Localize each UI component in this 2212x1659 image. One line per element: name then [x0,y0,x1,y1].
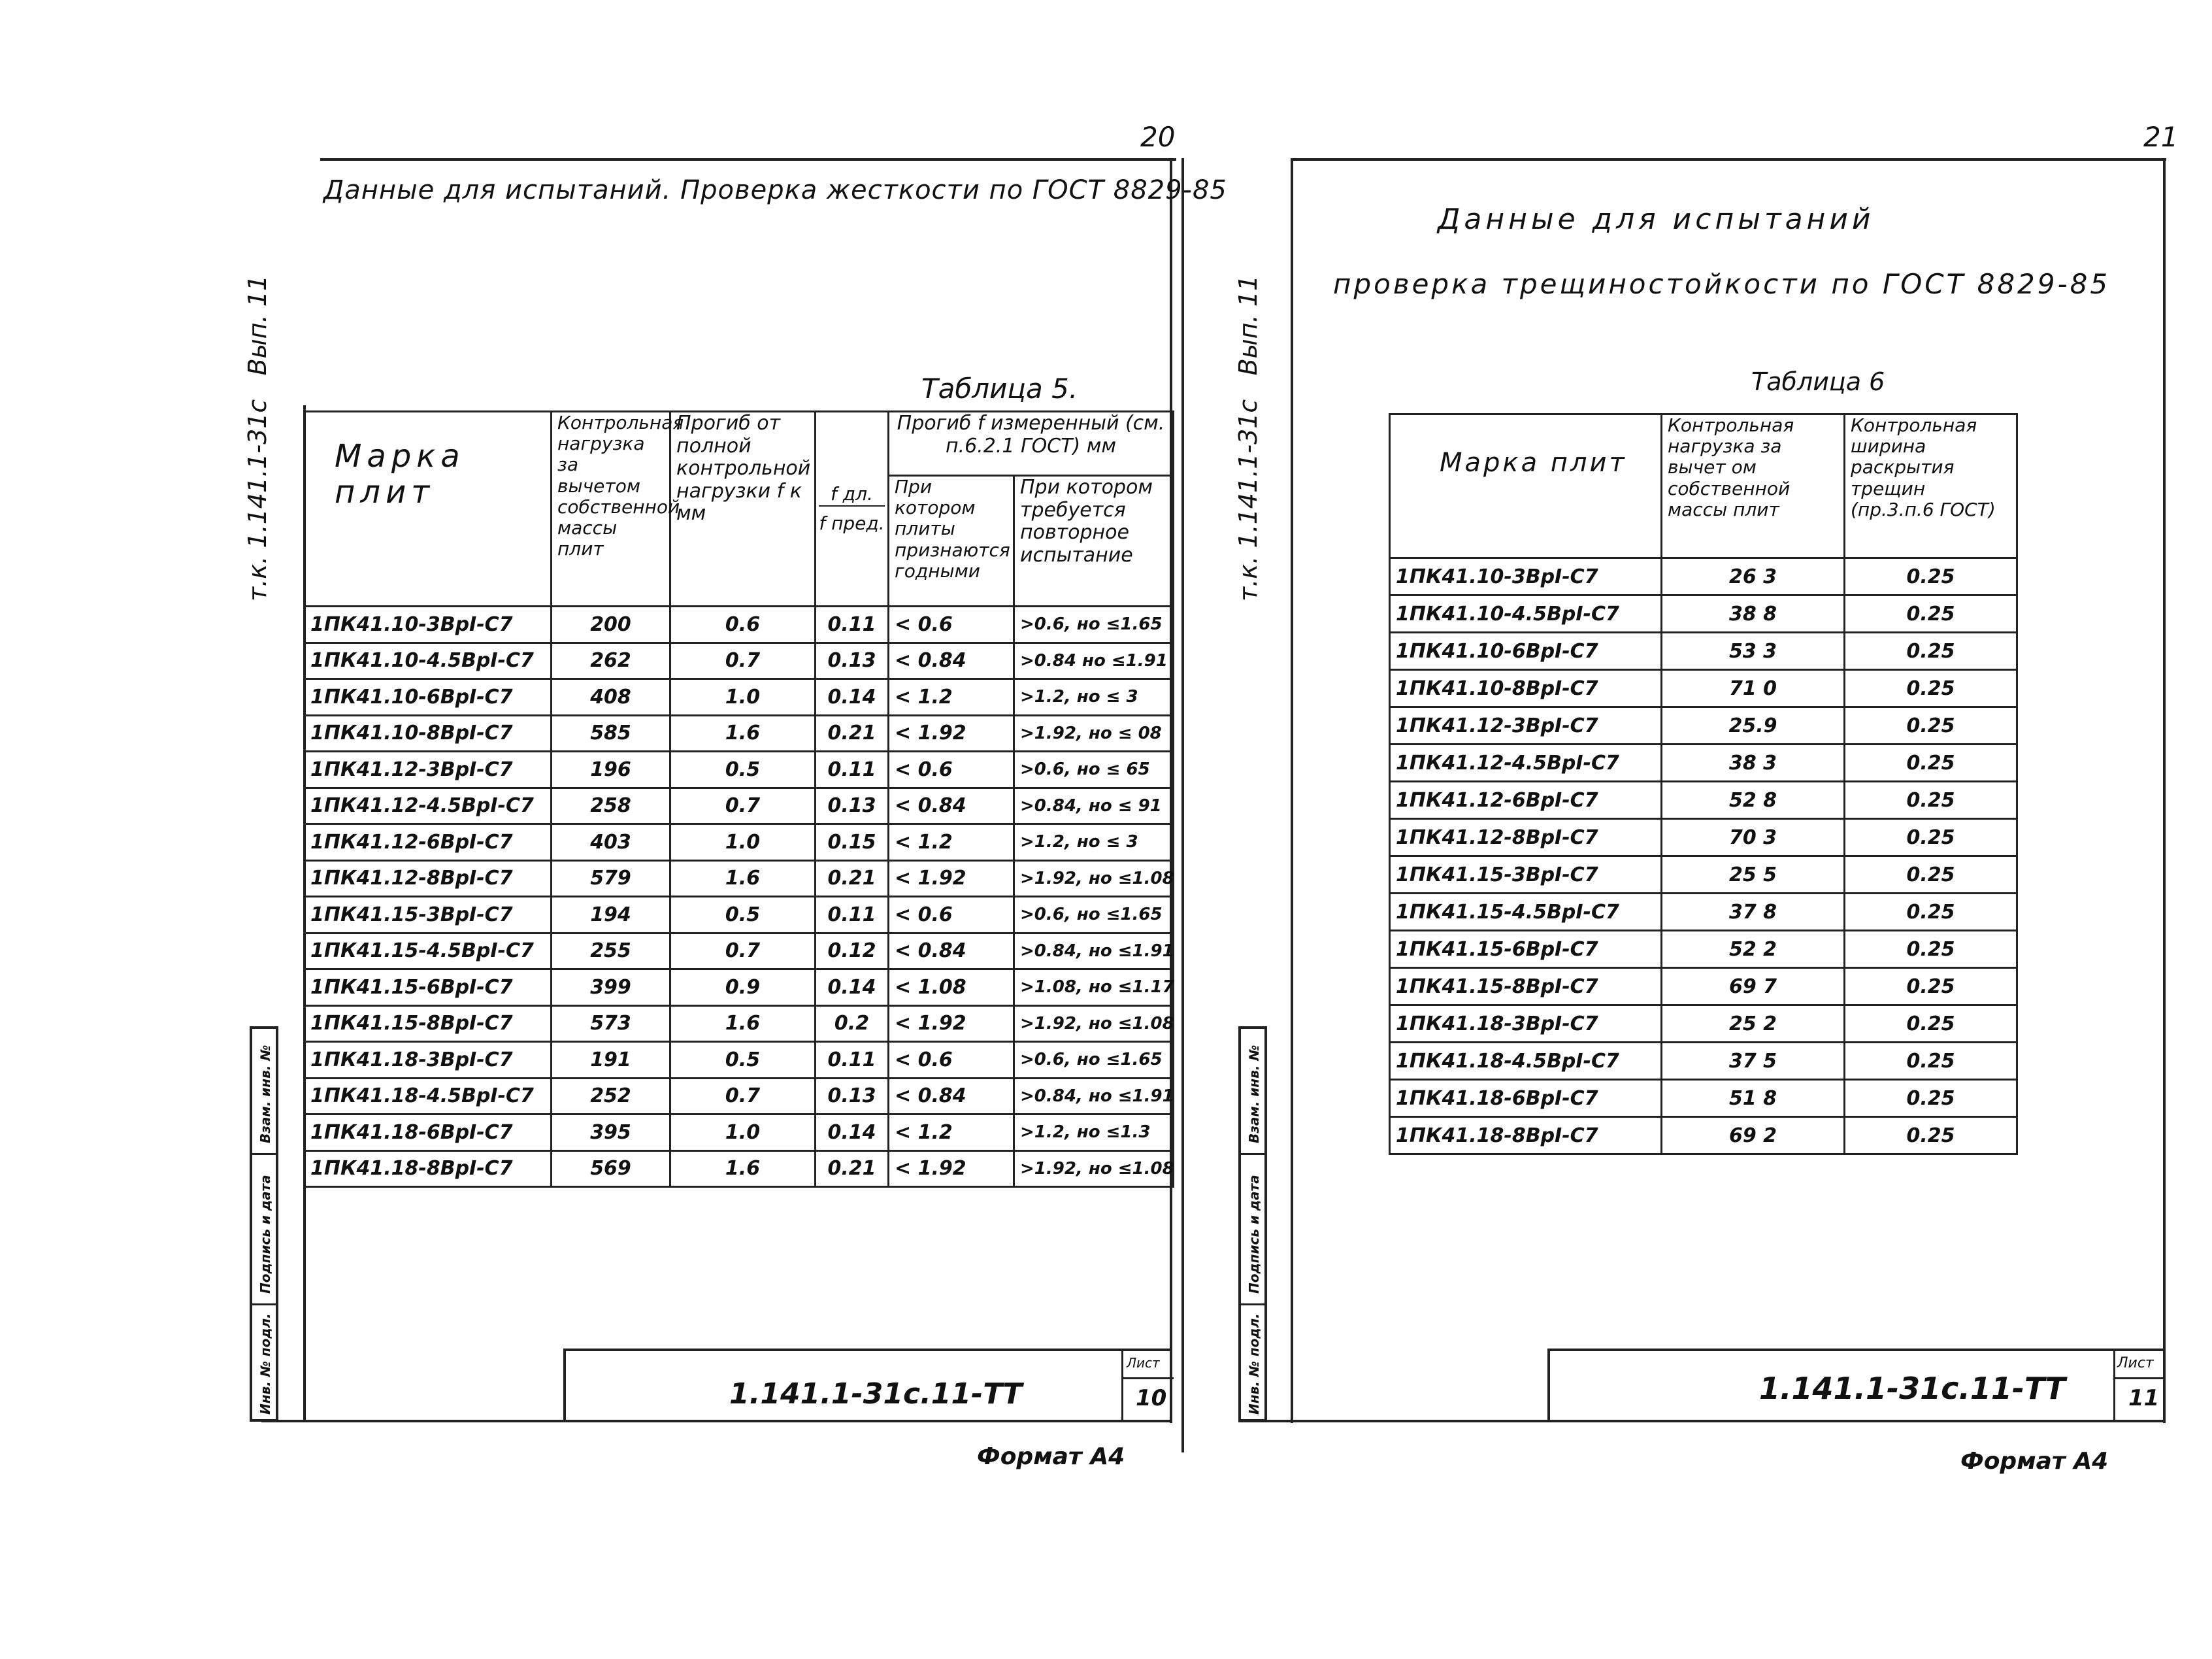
table-cell: 0.7 [670,788,816,824]
table-cell: 1.6 [670,1005,816,1042]
table-cell: 200 [552,607,670,643]
table-cell: 0.25 [1845,968,2017,1005]
table-row [305,788,1174,824]
table-cell: >1.2, но ≤1.3 [1014,1114,1174,1151]
table-cell: 38 8 [1662,595,1845,633]
table-cell: < 1.92 [889,860,1014,897]
table-cell: 1ПК41.12-8ВрI-С7 [305,860,552,897]
table-cell: 0.25 [1845,894,2017,931]
right-title-line2: проверка трещиностойкости по ГОСТ 8829-85 [1333,268,2111,300]
table-cell: < 1.08 [889,969,1014,1006]
table-cell: >1.92, но ≤1.08 [1014,1005,1174,1042]
right-header-load: Контрольная нагрузка за вычет ом собственной массы плит [1662,414,1845,558]
table-cell: 1ПК41.10-3ВрI-С7 [1390,558,1662,595]
table-cell: 52 2 [1662,931,1845,968]
table-cell: 1ПК41.10-8ВрI-С7 [1390,670,1662,707]
table-row [305,679,1174,716]
table-row [305,1150,1174,1187]
table-cell: 0.12 [816,933,889,969]
table-cell: 1ПК41.18-3ВрI-С7 [1390,1005,1662,1043]
right-title-line1: Данные для испытаний [1438,203,1875,236]
table-cell: 194 [552,897,670,933]
table-cell: 0.13 [816,643,889,679]
table-row [305,1005,1174,1042]
table-cell: 585 [552,715,670,752]
table-cell: 25.9 [1662,707,1845,745]
table-cell: >0.84 но ≤1.91 [1014,643,1174,679]
left-header-mark: Марка плит [305,412,552,607]
right-frame-right [2163,158,2166,1423]
table-cell: 1ПК41.12-6ВрI-С7 [305,824,552,861]
table-row [1390,558,2017,595]
table-cell: < 1.2 [889,1114,1014,1151]
left-header-measured-accept: При котором плиты признаются годными [889,476,1014,607]
table-cell: 0.25 [1845,745,2017,782]
table-cell: < 0.84 [889,788,1014,824]
table-cell: 1.6 [670,860,816,897]
left-title: Данные для испытаний. Проверка жесткости по ГОСТ 8829-85 [323,175,1227,205]
table-cell: 0.25 [1845,856,2017,894]
right-stamp-divider [2113,1351,2115,1420]
table-cell: 1ПК41.10-4.5ВрI-С7 [1390,595,1662,633]
table-cell: 0.14 [816,679,889,716]
table-cell: 255 [552,933,670,969]
table-cell: 0.21 [816,715,889,752]
table-cell: < 1.92 [889,1150,1014,1187]
ratio-top: f дл. [819,484,885,506]
table-row [1390,707,2017,745]
table-row [1390,595,2017,633]
table-row [1390,931,2017,968]
table-cell: 52 8 [1662,782,1845,819]
table-cell: 1ПК41.18-8ВрI-С7 [1390,1117,1662,1154]
table-cell: 1.6 [670,715,816,752]
table-cell: 579 [552,860,670,897]
table-cell: 70 3 [1662,819,1845,856]
table-cell: 1ПК41.15-6ВрI-С7 [305,969,552,1006]
table-row [305,752,1174,788]
left-margin-stamp [250,1026,278,1422]
table-cell: < 0.84 [889,643,1014,679]
table-cell: 0.11 [816,897,889,933]
table-cell: 1ПК41.18-3ВрI-С7 [305,1042,552,1079]
table-cell: < 0.6 [889,752,1014,788]
right-table [1389,413,2018,1155]
table-cell: 1ПК41.18-6ВрI-С7 [305,1114,552,1151]
right-stamp-hdivider [2113,1377,2166,1379]
left-page-number: 20 [1140,121,1176,153]
right-sheet-label: Лист [2117,1355,2154,1371]
table-cell: 1ПК41.18-6ВрI-С7 [1390,1080,1662,1117]
table-row [1390,968,2017,1005]
right-margin-label-1: Инв. № подл. [1246,1313,1262,1415]
table-cell: 0.25 [1845,1005,2017,1043]
right-title-block [1547,1349,2166,1422]
left-stamp-divider [1121,1351,1123,1420]
right-table-caption: Таблица 6 [1751,367,1885,396]
table-cell: >1.92, но ≤ 08 [1014,715,1174,752]
table-cell: 0.11 [816,607,889,643]
table-cell: 37 5 [1662,1043,1845,1080]
left-margin-label-1: Инв. № подл. [257,1313,273,1415]
table-cell: >1.2, но ≤ 3 [1014,824,1174,861]
table-cell: 0.25 [1845,782,2017,819]
table-row [1390,782,2017,819]
table-cell: 0.7 [670,933,816,969]
table-cell: 1ПК41.12-4.5ВрI-С7 [1390,745,1662,782]
right-margin-label-3: Взам. инв. № [1246,1045,1262,1143]
ratio-bottom: f пред. [819,512,885,534]
table-row [1390,1043,2017,1080]
table-cell: 1.6 [670,1150,816,1187]
table-cell: 0.25 [1845,819,2017,856]
table-cell: 1ПК41.18-4.5ВрI-С7 [305,1078,552,1114]
table-cell: 69 7 [1662,968,1845,1005]
left-format: Формат А4 [977,1443,1125,1470]
table-row [305,897,1174,933]
table-cell: 252 [552,1078,670,1114]
table-row [1390,819,2017,856]
table-row [305,860,1174,897]
table-cell: >1.2, но ≤ 3 [1014,679,1174,716]
table-cell: 25 2 [1662,1005,1845,1043]
left-sheet-label: Лист [1127,1355,1160,1371]
left-binding-line [1181,158,1184,1452]
table-cell: 1ПК41.15-6ВрI-С7 [1390,931,1662,968]
table-cell: 1ПК41.10-8ВрI-С7 [305,715,552,752]
right-frame-left [1291,158,1293,1423]
table-cell: 0.21 [816,860,889,897]
table-cell: >1.92, но ≤1.08 [1014,860,1174,897]
table-cell: 0.25 [1845,670,2017,707]
table-cell: 1ПК41.12-3ВрI-С7 [1390,707,1662,745]
table-cell: < 0.6 [889,607,1014,643]
table-row [305,969,1174,1006]
table-cell: 37 8 [1662,894,1845,931]
table-row [1390,894,2017,931]
table-cell: 0.14 [816,969,889,1006]
table-row [1390,1117,2017,1154]
table-cell: 1ПК41.12-6ВрI-С7 [1390,782,1662,819]
table-cell: < 0.6 [889,897,1014,933]
table-cell: 0.11 [816,1042,889,1079]
table-cell: 0.25 [1845,558,2017,595]
table-cell: 51 8 [1662,1080,1845,1117]
right-margin-cell-1 [1241,1303,1264,1305]
table-cell: 0.5 [670,752,816,788]
table-cell: 0.5 [670,897,816,933]
table-cell: 0.6 [670,607,816,643]
table-cell: 0.25 [1845,1043,2017,1080]
table-row [305,1042,1174,1079]
table-cell: 0.11 [816,752,889,788]
table-cell: 403 [552,824,670,861]
table-row [1390,856,2017,894]
left-header-ratio [816,412,889,607]
table-cell: 1ПК41.18-4.5ВрI-С7 [1390,1043,1662,1080]
table-cell: < 1.2 [889,679,1014,716]
table-cell: 0.21 [816,1150,889,1187]
table-row [305,715,1174,752]
table-cell: >0.84, но ≤ 91 [1014,788,1174,824]
table-cell: 1.0 [670,1114,816,1151]
table-row [305,933,1174,969]
table-cell: 1ПК41.18-8ВрI-С7 [305,1150,552,1187]
left-margin-cell-1 [252,1303,276,1305]
table-cell: 1.0 [670,824,816,861]
table-cell: 1ПК41.15-8ВрI-С7 [305,1005,552,1042]
left-header-deflection: Прогиб от полной контрольной нагрузки f к мм [670,412,816,607]
table-cell: 0.13 [816,788,889,824]
left-header-load: Контрольная нагрузка за вычетом собственной массы плит [552,412,670,607]
table-cell: 38 3 [1662,745,1845,782]
left-frame-top [320,158,1176,161]
table-cell: 0.15 [816,824,889,861]
table-cell: 0.25 [1845,1080,2017,1117]
right-sheet-number: 11 [2128,1385,2160,1411]
left-margin-label-2: Подпись и дата [257,1175,273,1294]
table-cell: < 0.6 [889,1042,1014,1079]
table-cell: 0.13 [816,1078,889,1114]
left-margin-label-3: Взам. инв. № [257,1045,273,1143]
table-row [305,1078,1174,1114]
table-row [1390,633,2017,670]
table-cell: 196 [552,752,670,788]
left-stamp-hdivider [1121,1377,1174,1379]
table-cell: 0.2 [816,1005,889,1042]
table-row [1390,745,2017,782]
table-cell: < 1.92 [889,715,1014,752]
right-header-mark: Марка плит [1390,414,1662,558]
table-cell: 408 [552,679,670,716]
right-stamp-code: 1.141.1-31с.11-ТТ [1759,1371,2066,1406]
table-cell: 262 [552,643,670,679]
table-cell: 0.25 [1845,1117,2017,1154]
table-cell: 1.0 [670,679,816,716]
table-cell: 69 2 [1662,1117,1845,1154]
table-cell: >0.6, но ≤1.65 [1014,1042,1174,1079]
table-cell: 191 [552,1042,670,1079]
table-cell: < 1.92 [889,1005,1014,1042]
left-table-caption: Таблица 5. [921,373,1078,405]
table-cell: 569 [552,1150,670,1187]
left-stamp-code: 1.141.1-31с.11-ТТ [729,1377,1023,1411]
table-cell: 0.25 [1845,595,2017,633]
left-sheet-number: 10 [1136,1385,1167,1411]
table-cell: 0.14 [816,1114,889,1151]
table-cell: 1ПК41.15-3ВрI-С7 [305,897,552,933]
table-row [305,643,1174,679]
table-row [1390,670,2017,707]
table-cell: 1ПК41.10-4.5ВрI-С7 [305,643,552,679]
table-row [1390,1080,2017,1117]
table-cell: 0.25 [1845,633,2017,670]
table-cell: >0.84, но ≤1.91 [1014,933,1174,969]
table-cell: 0.9 [670,969,816,1006]
table-cell: >1.08, но ≤1.17 [1014,969,1174,1006]
table-cell: >0.84, но ≤1.91 [1014,1078,1174,1114]
table-cell: < 0.84 [889,933,1014,969]
table-row [305,1114,1174,1151]
table-cell: < 1.2 [889,824,1014,861]
table-cell: 53 3 [1662,633,1845,670]
table-cell: 0.7 [670,1078,816,1114]
left-header-measured-group: Прогиб f измеренный (см. п.6.2.1 ГОСТ) мм [889,412,1174,476]
table-cell: >0.6, но ≤1.65 [1014,897,1174,933]
right-page-number: 21 [2143,121,2179,153]
right-frame-top [1291,158,2166,161]
table-cell: 573 [552,1005,670,1042]
table-row [1390,1005,2017,1043]
table-cell: 0.5 [670,1042,816,1079]
table-cell: 258 [552,788,670,824]
table-cell: 0.7 [670,643,816,679]
table-cell: 1ПК41.12-3ВрI-С7 [305,752,552,788]
left-table [303,411,1174,1188]
right-margin-stamp [1238,1026,1267,1422]
table-cell: 1ПК41.10-3ВрI-С7 [305,607,552,643]
table-cell: 1ПК41.12-4.5ВрI-С7 [305,788,552,824]
table-cell: 71 0 [1662,670,1845,707]
left-side-code: т.к. 1.141.1-31с Вып. 11 [243,275,272,601]
table-cell: 1ПК41.12-8ВрI-С7 [1390,819,1662,856]
table-cell: 1ПК41.10-6ВрI-С7 [1390,633,1662,670]
table-cell: >0.6, но ≤1.65 [1014,607,1174,643]
table-cell: 399 [552,969,670,1006]
table-cell: 1ПК41.15-8ВрI-С7 [1390,968,1662,1005]
left-title-block [563,1349,1172,1422]
right-header-crack: Контрольная ширина раскрытия трещин (пр.3.п.6 ГОСТ) [1845,414,2017,558]
table-cell: >1.92, но ≤1.08 [1014,1150,1174,1187]
right-format: Формат А4 [1960,1448,2109,1475]
table-cell: 395 [552,1114,670,1151]
table-cell: < 0.84 [889,1078,1014,1114]
right-margin-label-2: Подпись и дата [1246,1175,1262,1294]
table-row [305,607,1174,643]
table-cell: 0.25 [1845,931,2017,968]
table-row [305,824,1174,861]
left-header-measured-retest: При котором требуется повторное испытание [1014,476,1174,607]
table-cell: 25 5 [1662,856,1845,894]
table-cell: 26 3 [1662,558,1845,595]
table-cell: 0.25 [1845,707,2017,745]
table-cell: 1ПК41.10-6ВрI-С7 [305,679,552,716]
left-margin-cell-2 [252,1153,276,1155]
table-cell: 1ПК41.15-3ВрI-С7 [1390,856,1662,894]
right-side-code: т.к. 1.141.1-31с Вып. 11 [1234,275,1263,601]
table-cell: 1ПК41.15-4.5ВрI-С7 [305,933,552,969]
right-margin-cell-2 [1241,1153,1264,1155]
table-cell: >0.6, но ≤ 65 [1014,752,1174,788]
table-cell: 1ПК41.15-4.5ВрI-С7 [1390,894,1662,931]
